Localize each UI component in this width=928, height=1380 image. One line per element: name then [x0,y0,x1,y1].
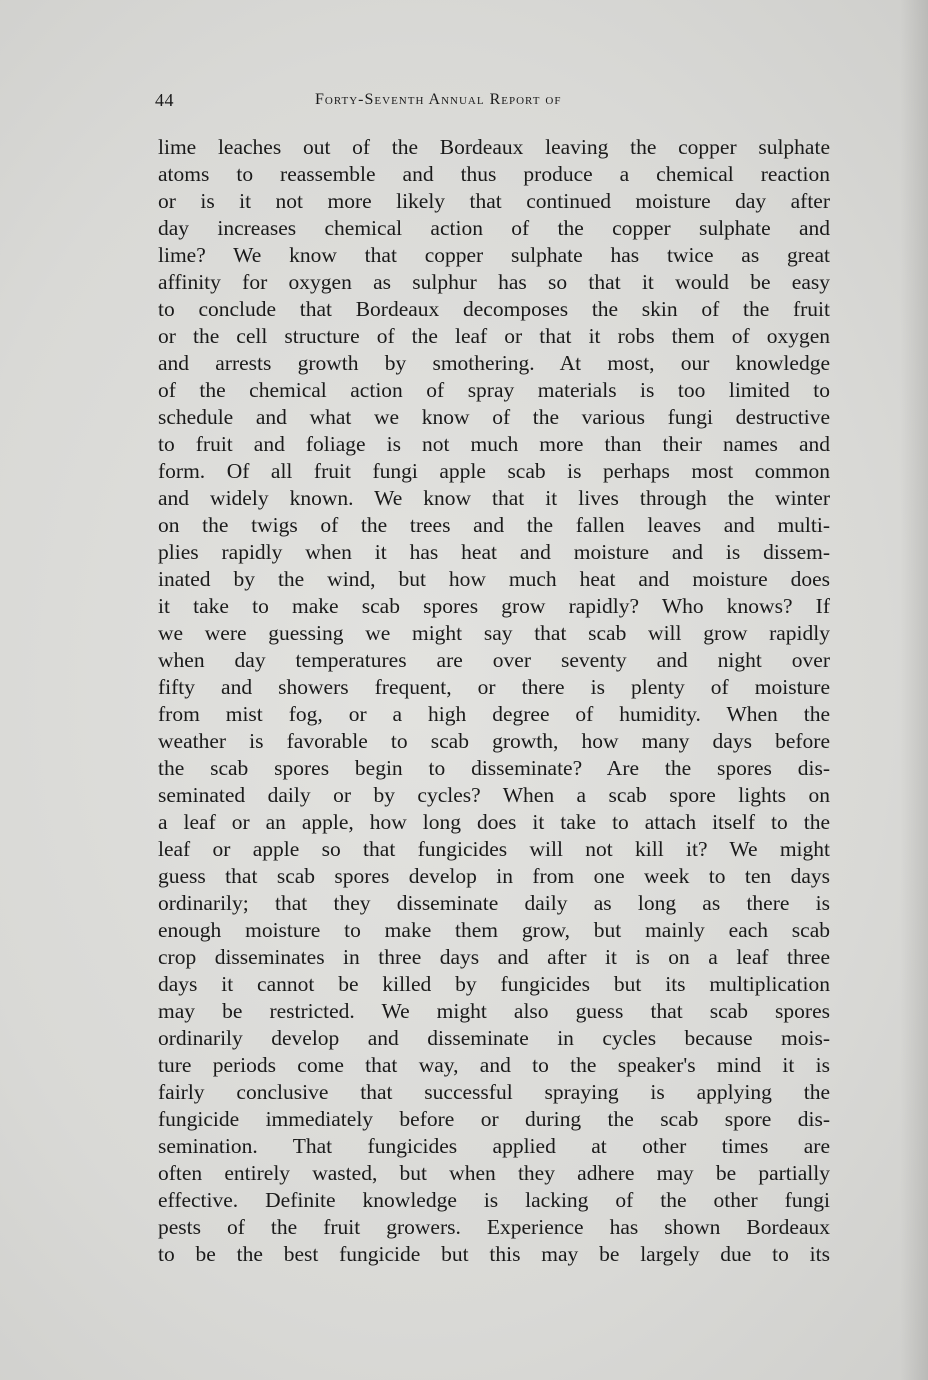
body-paragraph [158,134,830,1268]
text-line: ordinarily develop and disseminate in cycles because mois- [158,1026,830,1050]
text-line: to fruit and foliage is not much more than their names and [158,432,830,456]
text-line: from mist fog, or a high degree of humidity. When the [158,702,830,726]
text-line: form. Of all fruit fungi apple scab is perhaps most common [158,459,830,483]
text-line: it take to make scab spores grow rapidly? Who knows? If [158,594,830,618]
text-line: pests of the fruit growers. Experience has shown Bordeaux [158,1215,830,1239]
text-line: or is it not more likely that continued moisture day after [158,189,830,213]
text-line: days it cannot be killed by fungicides but its multiplication [158,972,830,996]
text-line: and arrests growth by smothering. At most, our knowledge [158,351,830,375]
text-line: when day temperatures are over seventy and night over [158,648,830,672]
text-line: of the chemical action of spray materials is too limited to [158,378,830,402]
text-line: ordinarily; that they disseminate daily as long as there is [158,891,830,915]
text-line: affinity for oxygen as sulphur has so that it would be easy [158,270,830,294]
text-line: weather is favorable to scab growth, how many days before [158,729,830,753]
text-line: ture periods come that way, and to the speaker's mind it is [158,1053,830,1077]
text-line: a leaf or an apple, how long does it take to attach itself to the [158,810,830,834]
text-line: or the cell structure of the leaf or that it robs them of oxygen [158,324,830,348]
text-line: fifty and showers frequent, or there is plenty of moisture [158,675,830,699]
text-line: leaf or apple so that fungicides will not kill it? We might [158,837,830,861]
page-edge-shadow [900,0,928,1380]
text-line: the scab spores begin to disseminate? Are the spores dis- [158,756,830,780]
text-line: day increases chemical action of the copper sulphate and [158,216,830,240]
text-line: inated by the wind, but how much heat and moisture does [158,567,830,591]
text-line: semination. That fungicides applied at other times are [158,1134,830,1158]
text-line: to be the best fungicide but this may be largely due to its [158,1242,830,1266]
text-line: often entirely wasted, but when they adhere may be partially [158,1161,830,1185]
text-line: guess that scab spores develop in from one week to ten days [158,864,830,888]
text-line: fairly conclusive that successful spraying is applying the [158,1080,830,1104]
running-head: Forty-Seventh Annual Report of [315,91,562,108]
text-line: seminated daily or by cycles? When a scab spore lights on [158,783,830,807]
text-line: may be restricted. We might also guess that scab spores [158,999,830,1023]
text-line: fungicide immediately before or during the scab spore dis- [158,1107,830,1131]
text-line: effective. Definite knowledge is lacking of the other fungi [158,1188,830,1212]
text-line: and widely known. We know that it lives through the winter [158,486,830,510]
text-line: plies rapidly when it has heat and moisture and is dissem- [158,540,830,564]
text-line: enough moisture to make them grow, but mainly each scab [158,918,830,942]
page-number: 44 [155,90,174,110]
text-line: we were guessing we might say that scab will grow rapidly [158,621,830,645]
text-line: lime leaches out of the Bordeaux leaving the copper sulphate [158,135,830,159]
page-header [155,90,835,114]
text-line: lime? We know that copper sulphate has twice as great [158,243,830,267]
text-line: atoms to reassemble and thus produce a chemical reaction [158,162,830,186]
text-line: crop disseminates in three days and after it is on a leaf three [158,945,830,969]
text-line: schedule and what we know of the various fungi destructive [158,405,830,429]
text-line: on the twigs of the trees and the fallen leaves and multi- [158,513,830,537]
text-line: to conclude that Bordeaux decomposes the skin of the fruit [158,297,830,321]
